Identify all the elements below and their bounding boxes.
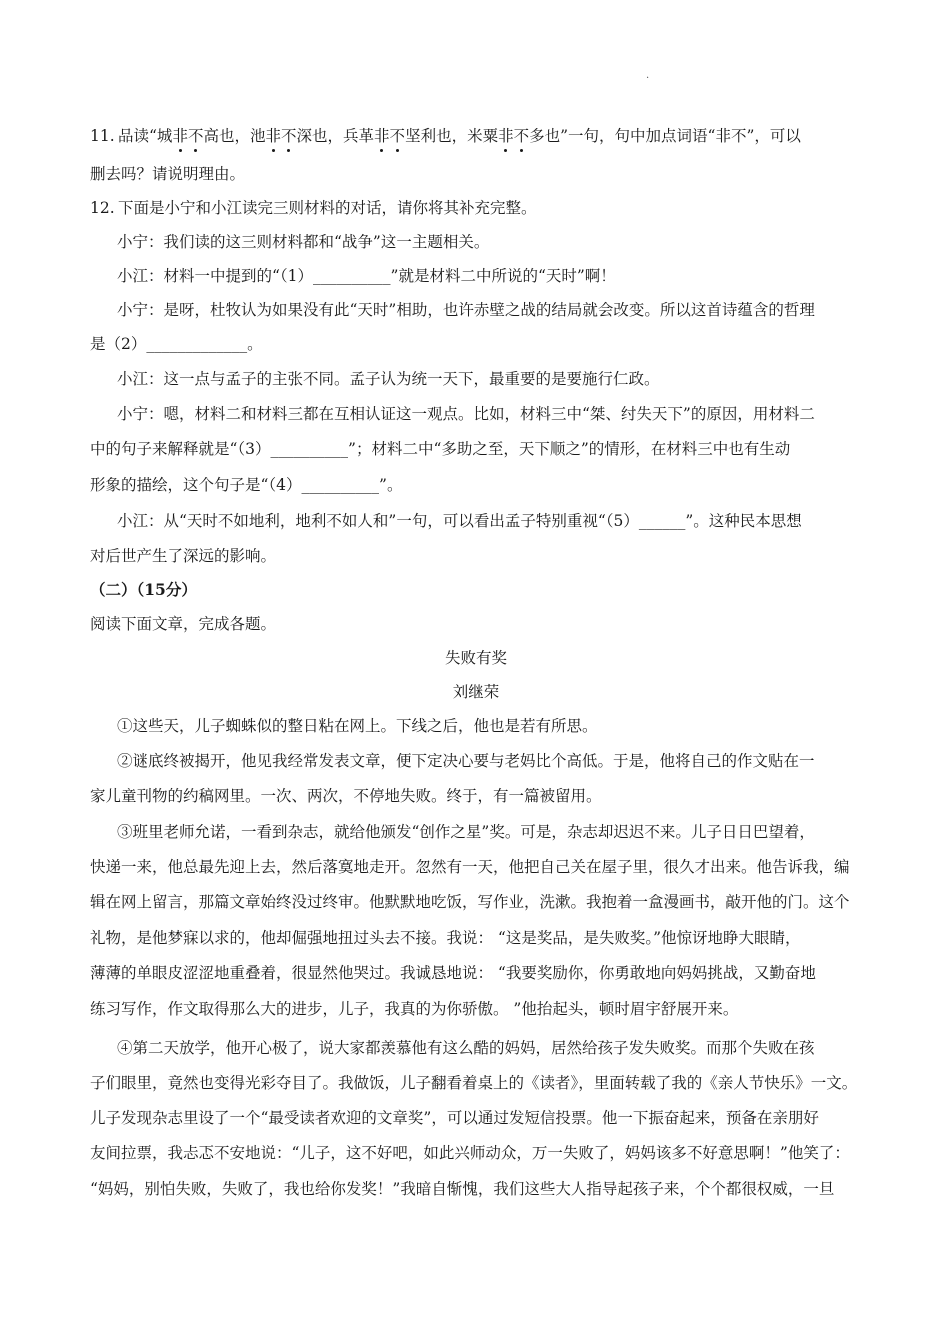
dialogue-line: 小江：这一点与孟子的主张不同。孟子认为统一天下，最重要的是要施行仁政。 [117, 370, 660, 388]
emphasis-char: 不 [281, 124, 297, 148]
dialogue-line: 小江：从“天时不如地利，地利不如人和”一句，可以看出孟子特别重视“（5）______”。这种民本思想 [117, 512, 802, 530]
article-line: ②谜底终被揭开，他见我经常发表文章，便下定决心要与老妈比个高低。于是，他将自己的作文贴在一 [117, 752, 815, 770]
dialogue-line: 中的句子来解释就是“（3）__________”；材料二中“多助之至，天下顺之”的情形，在材料三中也有生动 [90, 440, 791, 458]
emphasis-char: 不 [188, 124, 204, 148]
emphasis-char: 非 [498, 124, 514, 148]
emphasis-char: 非 [374, 124, 390, 148]
emphasis-char: 不 [514, 124, 530, 148]
dialogue-line: 形象的描绘，这个句子是“（4）__________”。 [90, 476, 403, 494]
dialogue-line: 小宁：嗯，材料二和材料三都在互相认证这一观点。比如，材料三中“桀、纣失天下”的原因，用材料二 [117, 405, 815, 423]
dialogue-line: 对后世产生了深远的影响。 [90, 547, 277, 565]
article-line: 子们眼里，竟然也变得光彩夺目了。我做饭，儿子翻看着桌上的《读者》，里面转载了我的《亲人节快乐》一文。 [90, 1074, 858, 1092]
article-line: ④第二天放学，他开心极了，说大家都羡慕他有这么酷的妈妈，居然给孩子发失败奖。而那个失败在孩 [117, 1039, 815, 1057]
article-author: 刘继荣 [452, 683, 500, 701]
article-line: 礼物，是他梦寐以求的，他却倔强地扭过头去不接。我说： “这是奖品，是失败奖。”他惊讶地睁大眼睛， [90, 929, 801, 947]
header-mark: . [646, 70, 650, 81]
emphasis-char: 非 [265, 124, 281, 148]
article-line: 友间拉票，我忐忑不安地说：“儿子，这不好吧，如此兴师动众，万一失败了，妈妈该多不好意思啊！”他笑了： [90, 1144, 850, 1162]
dialogue-line: 是（2）_____________。 [90, 335, 263, 353]
article-line: 练习写作，作文取得那么大的进步，儿子，我真的为你骄傲。 ”他抬起头，顿时眉宇舒展开来。 [90, 1000, 739, 1018]
section-heading: （二）（15分） [90, 580, 197, 599]
article-line: 家儿童刊物的约稿网里。一次、两次，不停地失败。终于，有一篇被留用。 [90, 787, 602, 805]
dialogue-line: 小江：材料一中提到的“（1）__________”就是材料二中所说的“天时”啊！ [117, 267, 616, 285]
dialogue-line: 小宁：我们读的这三则材料都和“战争”这一主题相关。 [117, 233, 490, 251]
article-line: 薄薄的单眼皮涩涩地重叠着，很显然他哭过。我诚恳地说： “我要奖励你，你勇敢地向妈妈挑战，又勤奋地 [90, 964, 816, 982]
dialogue-line: 小宁：是呀，杜牧认为如果没有此“天时”相助，也许赤壁之战的结局就会改变。所以这首诗蕴含的哲理 [117, 301, 815, 319]
article-line: 儿子发现杂志里设了一个“最受读者欢迎的文章奖”，可以通过发短信投票。他一下振奋起来，预备在亲朋好 [90, 1109, 819, 1127]
article-title: 失败有奖 [444, 649, 507, 667]
article-line: 快递一来，他总最先迎上去，然后落寞地走开。忽然有一天，他把自己关在屋子里，很久才出来。他告诉我，编 [90, 858, 850, 876]
emphasis-char: 不 [390, 124, 406, 148]
question-12-number: 12. [90, 199, 115, 217]
emphasis-char: 非 [172, 124, 188, 148]
question-12-intro: 12. 下面是小宁和小江读完三则材料的对话，请你将其补充完整。 [90, 196, 862, 220]
article-line: ①这些天，儿子蜘蛛似的整日粘在网上。下线之后，他也是若有所思。 [117, 717, 598, 735]
question-11-number: 11. [90, 127, 115, 145]
question-11-line-2: 删去吗？请说明理由。 [90, 165, 246, 183]
article-line: 辑在网上留言，那篇文章始终没过终审。他默默地吃饭，写作业，洗漱。我抱着一盒漫画书，敲开他的门。这个 [90, 893, 850, 911]
article-line: ③班里老师允诺，一看到杂志，就给他颁发“创作之星”奖。可是，杂志却迟迟不来。儿子日日巴望着， [117, 823, 815, 841]
question-11-line-1: 11. 品读“城非不高也，池非不深也，兵革非不坚利也，米粟非不多也”一句，句中加点词语“非不”，可以 [90, 124, 862, 148]
article-line: “妈妈，别怕失败，失败了，我也给你发奖！”我暗自惭愧，我们这些大人指导起孩子来，个个都很权威，一旦 [90, 1180, 835, 1198]
section-instruction: 阅读下面文章，完成各题。 [90, 615, 277, 633]
